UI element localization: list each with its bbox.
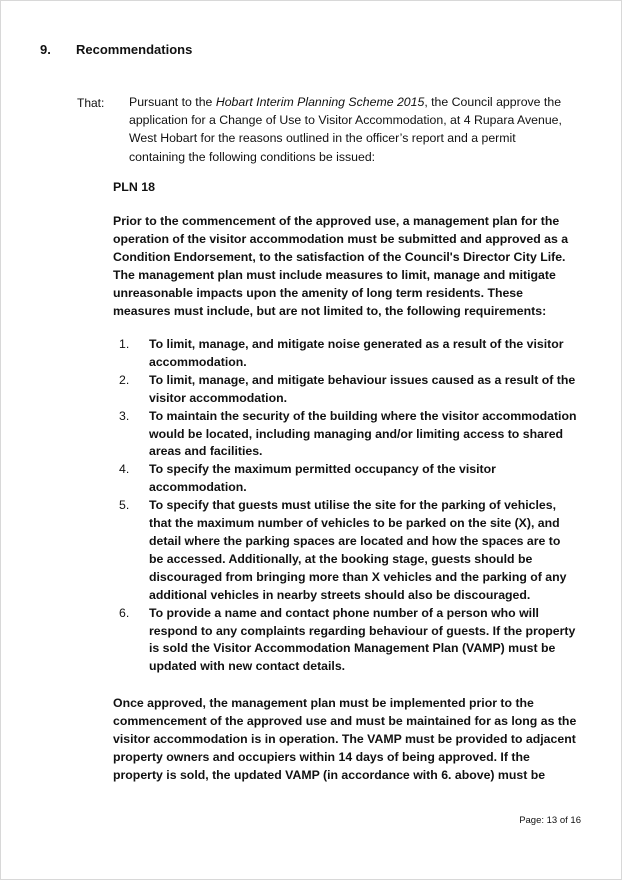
requirement-text: To provide a name and contact phone number of a person who will respond to any complaints regarding behaviour of guests. If the property is sold the Visitor Accommodation Management Plan (VAMP) must be updated with new contact details. [149, 605, 576, 674]
section-title: Recommendations [76, 42, 193, 57]
intro-before: Pursuant to the [129, 95, 216, 109]
planning-scheme-title: Hobart Interim Planning Scheme 2015 [215, 95, 425, 109]
requirement-number: 6. [119, 605, 130, 620]
requirement-item [113, 497, 578, 604]
requirement-text: To maintain the security of the building where the visitor accommodation would be located, including managing and/or limiting access to shared areas and facilities. [149, 408, 577, 459]
condition-paragraph: Prior to the commencement of the approved use, a management plan for the operation of the visitor accommodation must be submitted and approved as a Condition Endorsement, to the satisfaction of the Council's Director City Life. The management plan must include measures to limit, manage and mitigate unreasonable impacts upon the amenity of long term residents. These measures must include, but are not limited to, the following requirements: [113, 214, 569, 318]
requirement-text: To specify the maximum permitted occupancy of the visitor accommodation. [149, 462, 496, 495]
requirement-item [113, 372, 578, 408]
closing-paragraph: Once approved, the management plan must be implemented prior to the commencement of the approved use and must be maintained for as long as the visitor accommodation is in operation. The VAMP must be provided to adjacent property owners and occupiers within 14 days of being approved. If the property is sold, the updated VAMP (in accordance with 6. above) must be [113, 696, 577, 782]
requirement-item [113, 408, 578, 462]
intro-after: , the Council approve the application for a Change of Use to Visitor Accommodation, at 4 Rupara Avenue, West Hobart for the reasons outlined in the officer’s report and a permit containing the following conditions be issued: [129, 95, 562, 164]
recommendation-intro [129, 93, 569, 166]
requirement-number: 2. [119, 372, 130, 387]
requirement-item [113, 336, 578, 372]
requirement-text: To specify that guests must utilise the site for the parking of vehicles, that the maximum number of vehicles to be parked on the site (X), and detail where the parking spaces are located and how the spaces are to be accessed. Additionally, at the booking stage, guests should be discouraged from bringing more than X vehicles and the parking of any additional vehicles in nearby streets should also be discouraged. [149, 498, 567, 602]
requirement-text: To limit, manage, and mitigate noise generated as a result of the visitor accommodation. [149, 337, 564, 369]
section-heading [40, 42, 192, 57]
page-number: Page: 13 of 16 [519, 815, 581, 826]
requirement-number: 5. [119, 498, 130, 513]
requirement-number: 1. [119, 337, 130, 351]
section-number: 9. [40, 42, 51, 57]
that-label: That: [77, 96, 105, 110]
requirements-list [113, 336, 578, 676]
requirement-item [113, 461, 578, 497]
condition-code: PLN 18 [113, 180, 156, 194]
requirement-number: 3. [119, 408, 130, 423]
requirement-item [113, 605, 578, 677]
requirement-text: To limit, manage, and mitigate behaviour issues caused as a result of the visitor accommodation. [149, 372, 576, 405]
requirement-number: 4. [119, 462, 130, 477]
